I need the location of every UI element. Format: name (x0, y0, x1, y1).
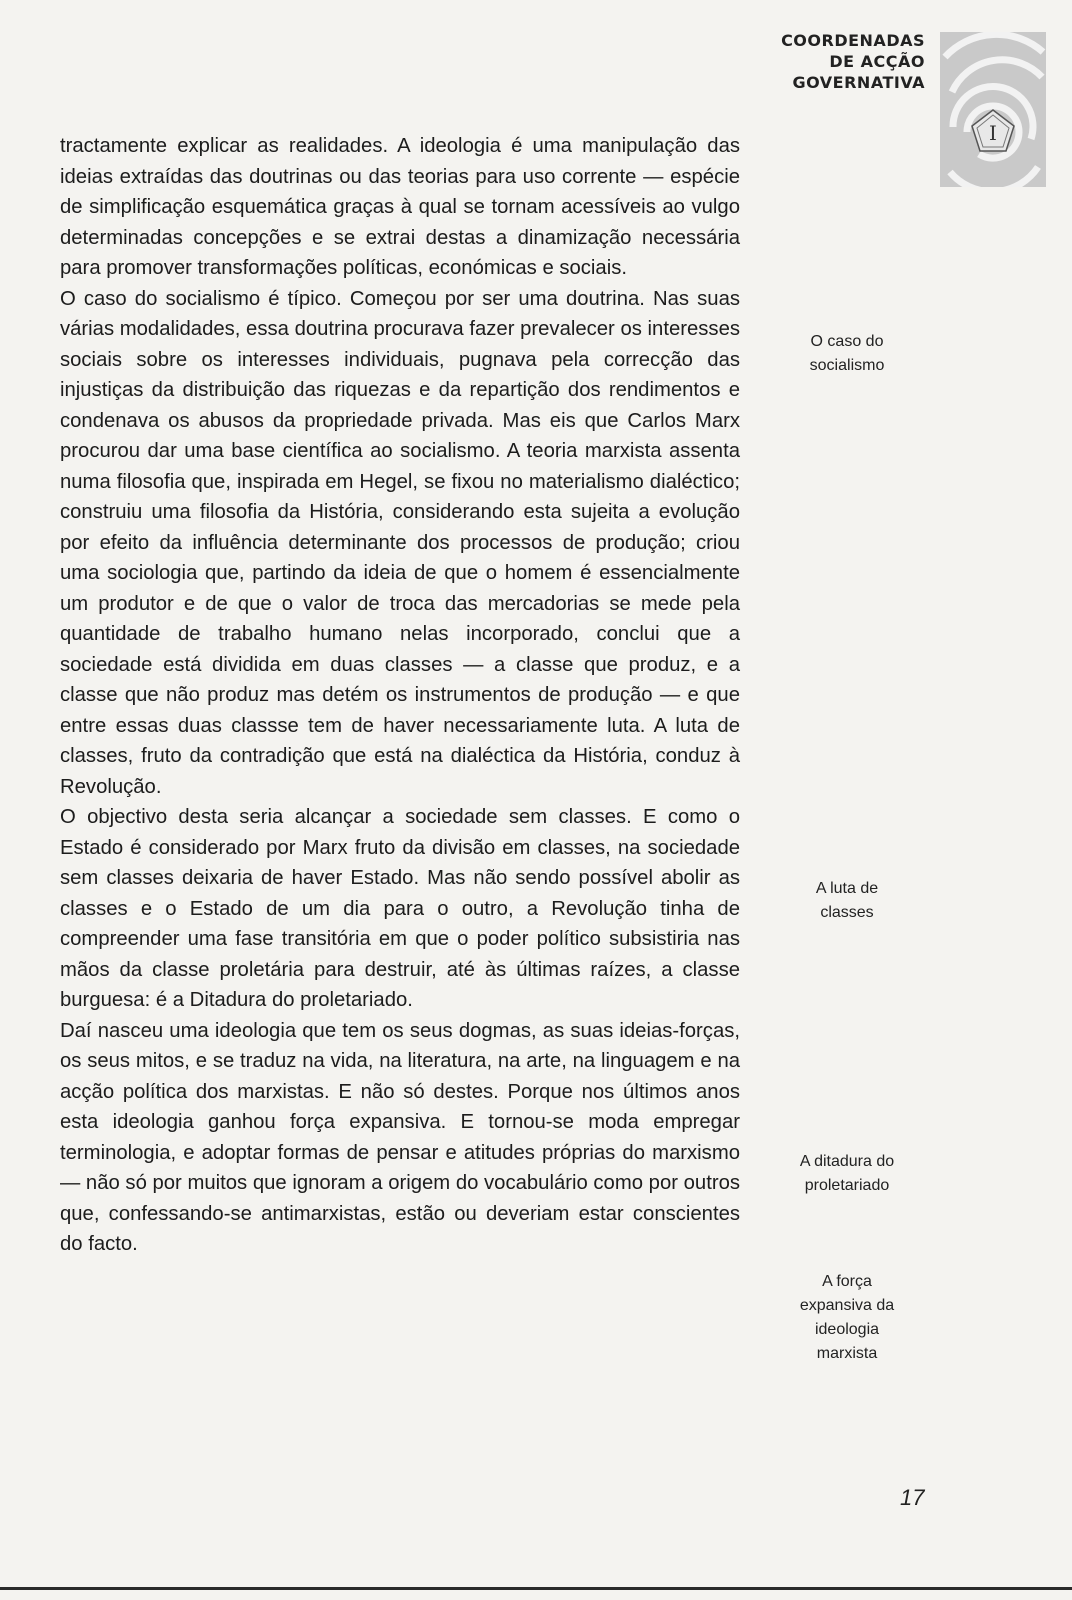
header-brand (755, 30, 925, 93)
paragraph: tractamente explicar as realidades. A ideologia é uma manipulação das ideias extraídas das doutrinas ou das teorias para uso corrente — espécie de simplificação esquemática graças à qual se tornam acessíveis ao vulgo determinadas concepções e se extrai destas a dinamização necessária para promover transformações políticas, económicas e sociais. (60, 135, 740, 279)
brand-line-1: COORDENADAS (781, 31, 925, 50)
sidenote-line: proletariado (804, 1177, 890, 1194)
pentagon-spiral-emblem-icon (940, 32, 1046, 187)
sidenote-ditadura (772, 1150, 922, 1198)
paragraph: O caso do socialismo é típico. Começou por ser uma doutrina. Nas suas várias modalidades, essa doutrina procurava fazer prevalecer os interesses sociais sobre os interesses individuais, pugnava pela correcção das injustiças da distribuição das riquezas e da repartição dos rendimentos e condenava os abusos da propriedade privada. Mas eis que Carlos Marx procurou dar uma base científica ao socialismo. A teoria marxista assenta numa filosofia que, inspirada em Hegel, se fixou no materialismo dialéctico; construiu uma filosofia da História, considerando esta sujeita a evolução por efeito da influência determinante dos processos de produção; criou uma sociologia que, partindo da ideia de que o homem é essencialmente um produtor e de que o valor de troca das mercadorias se mede pela quantidade de trabalho humano nelas incorporado, conclui que a sociedade está dividida em duas classes — a classe que produz, e a classe que não produz mas detém os instrumentos de produção — e que entre essas duas classse tem de haver necessariamente luta. A luta de classes, fruto da contradição que está na dialéctica da História, conduz à Revolução. (60, 287, 740, 798)
emblem-numeral: I (989, 121, 997, 145)
sidenote-line: A luta de (815, 880, 879, 897)
sidenote-luta-classes (772, 877, 922, 925)
sidenote-line: A ditadura do (799, 1153, 895, 1170)
sidenote-line: O caso do (810, 333, 884, 350)
brand-line-3: GOVERNATIVA (792, 73, 925, 92)
sidenote-line: ideologia (814, 1321, 880, 1338)
page-number: 17 (900, 1485, 925, 1510)
sidenote-line: socialismo (809, 357, 885, 374)
paragraph: O objectivo desta seria alcançar a sociedade sem classes. E como o Estado é considerado por Marx fruto da divisão em classes, na sociedade sem classes deixaria de haver Estado. Mas não sendo possível abolir as classes e o Estado de um dia para o outro, a Revolução tinha de compreender uma fase transitória em que o poder político subsistiria nas mãos da classe proletária para destruir, até às últimas raízes, a classe burguesa: é a Ditadura do proletariado. (60, 806, 740, 1011)
sidenote-forca-expansiva (772, 1270, 922, 1366)
sidenote-line: classes (820, 904, 874, 921)
bottom-rule (0, 1587, 1072, 1590)
main-text (60, 131, 740, 1260)
paragraph: Daí nasceu uma ideologia que tem os seus dogmas, as suas ideias-forças, os seus mitos, e se traduz na vida, na literatura, na arte, na linguagem e na acção política dos marxistas. E não só destes. Porque nos últimos anos esta ideologia ganhou força expansiva. E tornou-se moda empregar terminologia, e adoptar formas de pensar e atitudes próprias do marxismo — não só por muitos que ignoram a origem do vocabulário como por outros que, confessando-se antimarxistas, estão ou deveriam estar conscientes do facto. (60, 1019, 740, 1255)
brand-line-2: DE ACÇÃO (829, 52, 925, 71)
sidenote-line: marxista (816, 1345, 878, 1362)
sidenote-line: A força (822, 1273, 872, 1290)
sidenote-caso-socialismo (772, 330, 922, 378)
sidenote-line: expansiva da (799, 1297, 895, 1314)
